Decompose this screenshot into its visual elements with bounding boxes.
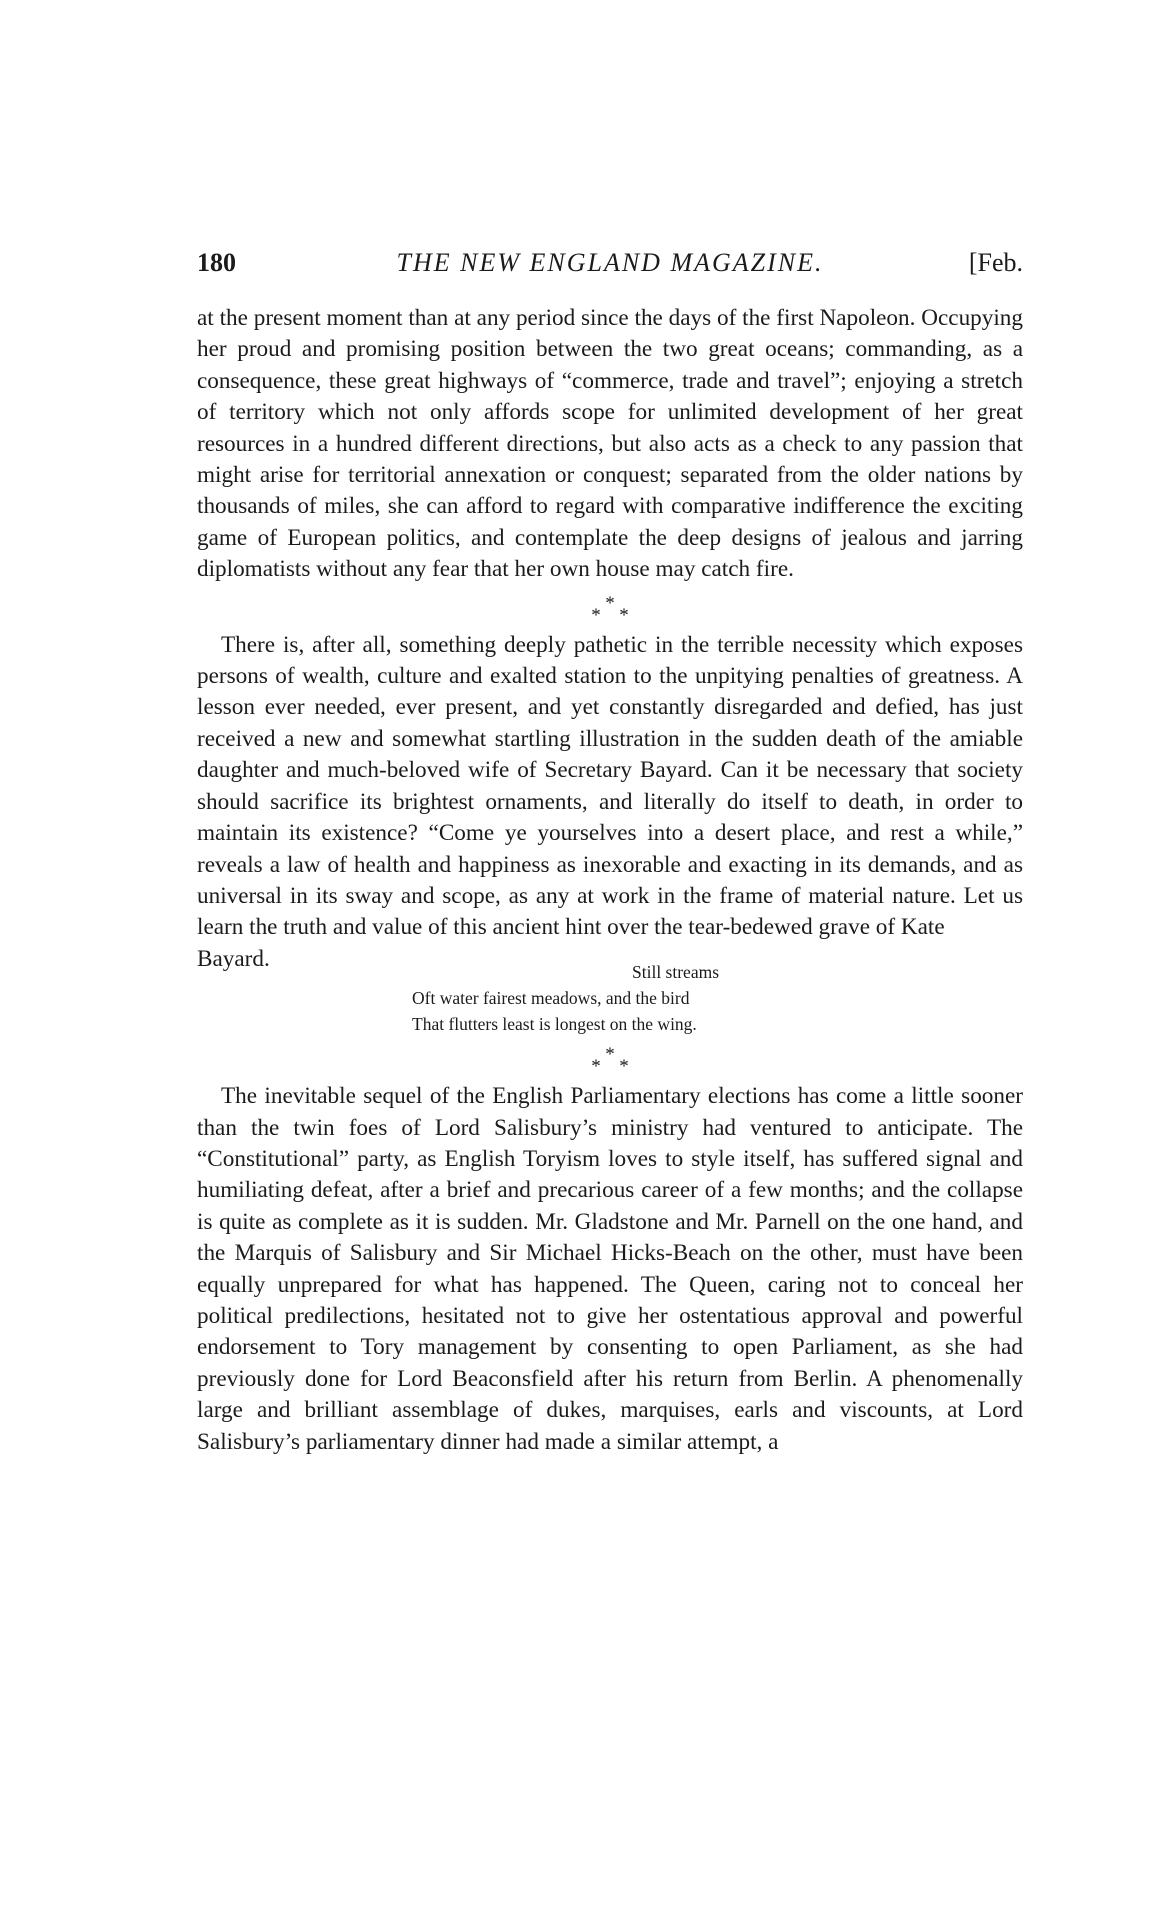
section-separator-asterism: [197, 1037, 1023, 1081]
paragraph-parliament: The inevitable sequel of the English Parliamentary elections has come a little sooner than the twin foes of Lord Salisbury’s ministry had ventured to anticipate. The “Constitutional” party, as English Toryism loves to style itself, has suffered signal and humiliating defeat, after a brief and precarious career of a few months; and the collapse is quite as complete as it is sudden. Mr. Gladstone and Mr. Parnell on the one hand, and the Marquis of Salisbury and Sir Michael Hicks-Beach on the other, must have been equally unprepared for what has happened. The Queen, caring not to conceal her political predilections, hesitated not to give her ostentatious approval and powerful endorsement to Tory management by consenting to open Parliament, as she had previously done for Lord Beaconsfield after his return from Berlin. A phenomenally large and brilliant assemblage of dukes, marquises, earls and viscounts, at Lord Salisbury’s parliamentary dinner had made a similar attempt, a: [197, 1083, 1023, 1455]
issue-month: [Feb.: [968, 248, 1023, 277]
asterisk-icon: *: [591, 604, 601, 626]
asterisk-icon: *: [605, 1044, 615, 1066]
page-number: 180: [197, 248, 236, 277]
page: [197, 243, 1023, 1458]
asterisk-icon: *: [605, 592, 615, 614]
section-separator-asterism: [197, 586, 1023, 630]
asterisk-icon: *: [619, 604, 629, 626]
asterisk-icon: *: [591, 1056, 601, 1078]
verse-line-2: Oft water fairest meadows, and the bird: [412, 988, 690, 1009]
verse-line-3: That flutters least is longest on the wing.: [412, 1014, 697, 1035]
verse-quotation: [197, 959, 1023, 1037]
asterisk-icon: *: [619, 1056, 629, 1078]
journal-title: THE NEW ENGLAND MAGAZINE.: [396, 248, 824, 277]
paragraph-continuation: at the present moment than at any period since the days of the first Napoleon. Occupying her proud and promising position between the two great oceans; commanding, as a consequence, these great highways of “commerce, trade and travel”; enjoying a stretch of territory which not only affords scope for unlimited development of her great resources in a hundred different directions, but also acts as a check to any passion that might arise for territorial annexation or conquest; separated from the older nations by thousands of miles, she can afford to regard with comparative indifference the exciting game of European politics, and contemplate the deep designs of jealous and jarring diplomatists without any fear that her own house may catch fire.: [197, 305, 1023, 583]
running-head: [197, 243, 1023, 283]
paragraph-bayard: There is, after all, something deeply pathetic in the terrible necessity which exposes persons of wealth, culture and exalted station to the unpitying penalties of greatness. A lesson ever needed, ever present, and yet constantly disregarded and defied, has just received a new and somewhat startling illustration in the sudden death of the amiable daughter and much-beloved wife of Secretary Bayard. Can it be necessary that society should sacrifice its brightest ornaments, and literally do itself to death, in order to maintain its existence? “Come ye yourselves into a desert place, and rest a while,” reveals a law of health and happiness as inexorable and exacting in its demands, and as universal in its sway and scope, as any at work in the frame of material nature. Let us learn the truth and value of this ancient hint over the tear-bedewed grave of Kate: [197, 631, 1023, 941]
paragraph-bayard-end: Bayard.: [197, 945, 270, 972]
verse-line-1: Still streams: [632, 962, 720, 983]
